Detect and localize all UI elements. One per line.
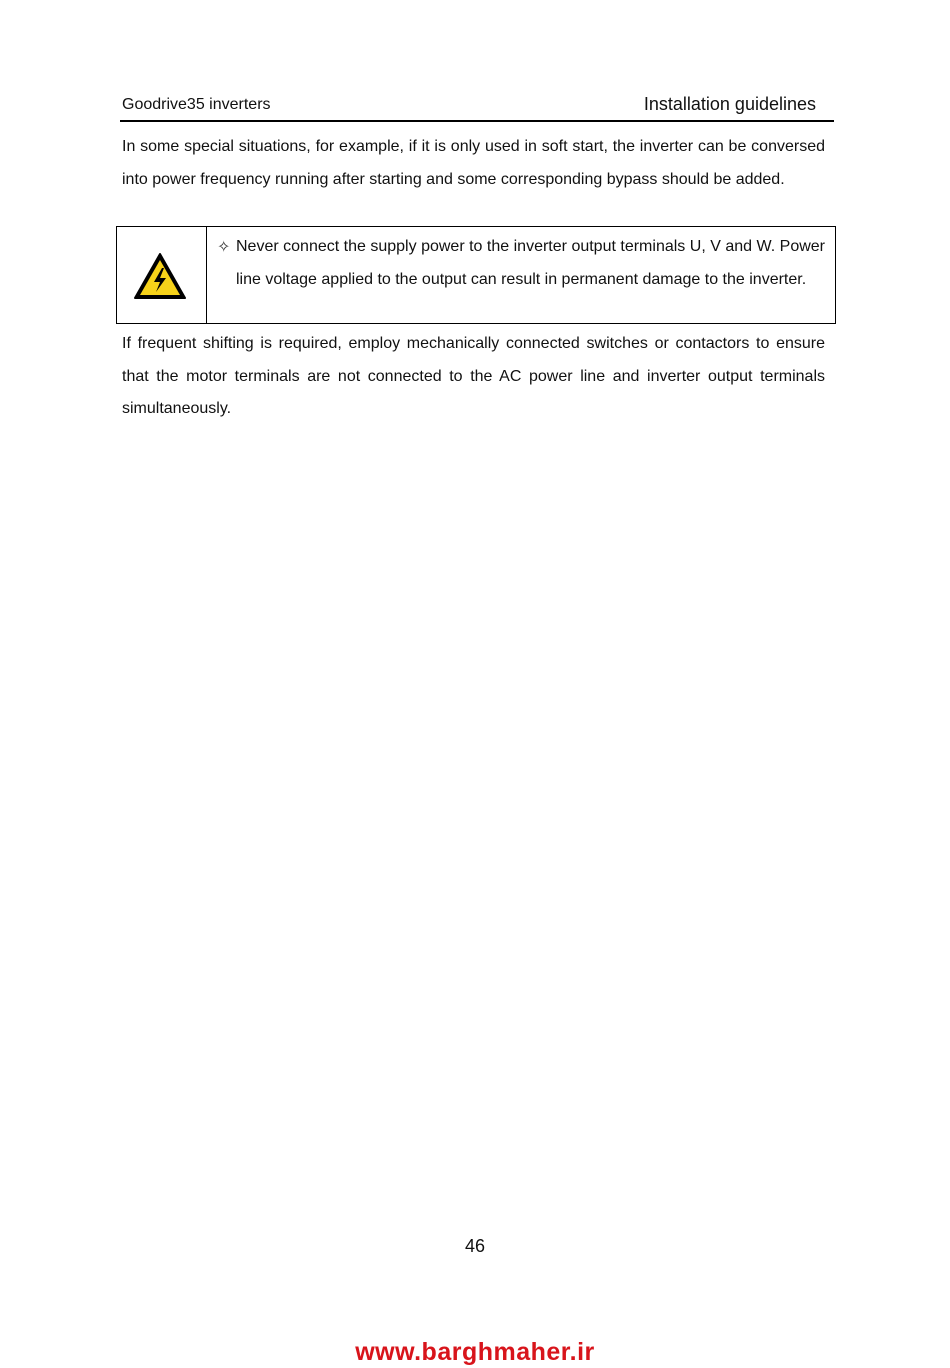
warning-icon-cell (117, 227, 207, 323)
footer-website-link[interactable]: www.barghmaher.ir (355, 1338, 595, 1366)
header-document-title: Goodrive35 inverters (122, 96, 271, 113)
warning-text-cell (207, 227, 835, 323)
warning-text: Never connect the supply power to the inverter output terminals U, V and W. Power line voltage applied to the output can result in permanent damage to the inverter. (236, 238, 825, 288)
bullet-diamond-icon: ✧ (217, 239, 231, 256)
warning-box (116, 226, 836, 324)
paragraph-frequent-shifting: If frequent shifting is required, employ mechanically connected switches or contactors to ensure that the motor terminals are not connected to the AC power line and inverter output terminals simultaneously. (122, 335, 825, 417)
paragraph-soft-start: In some special situations, for example, if it is only used in soft start, the inverter can be conversed into power frequency running after starting and some corresponding bypass should be added. (122, 138, 825, 188)
electric-shock-warning-icon (133, 252, 187, 300)
page-number: 46 (464, 1236, 486, 1256)
page-header (120, 94, 834, 122)
header-chapter-title: Installation guidelines (643, 94, 816, 114)
